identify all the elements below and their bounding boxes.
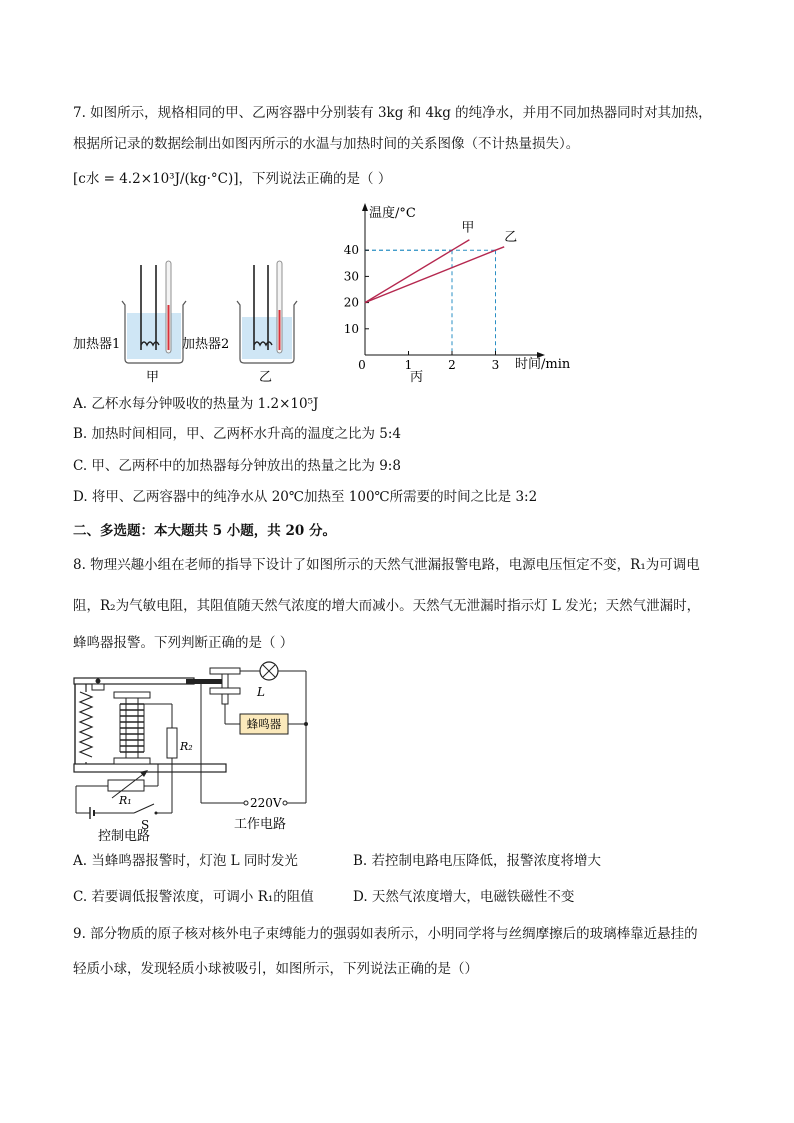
x-tick-label-0: 0 <box>358 358 366 372</box>
work-circuit-label: 工作电路 <box>234 817 287 832</box>
spring <box>80 692 92 757</box>
series-label-1: 甲 <box>461 220 475 236</box>
caption-jia: 甲 <box>146 370 160 385</box>
q8-line1: 8. 物理兴趣小组在老师的指导下设计了如图所示的天然气泄漏报警电路，电源电压恒定不变，R₁为可调电 <box>73 557 700 573</box>
r1-resistor <box>108 780 144 791</box>
beaker-yi <box>237 261 297 363</box>
base-plate <box>74 764 226 772</box>
y-axis-arrow <box>362 203 368 211</box>
caption-yi: 乙 <box>259 370 273 385</box>
section-heading: 二、多选题：本大题共 5 小题，共 20 分。 <box>73 523 336 539</box>
heater2-label: 加热器2 <box>182 337 230 352</box>
control-circuit-label: 控制电路 <box>98 829 151 843</box>
y-tick-label-40: 40 <box>343 243 359 258</box>
chart-caption: 丙 <box>410 370 424 385</box>
y-tick-label-20: 20 <box>343 295 359 310</box>
series-label-2: 乙 <box>504 229 518 245</box>
series-line-1 <box>365 240 469 303</box>
beakers-figure <box>70 255 310 385</box>
q8-option-b: B. 若控制电路电压降低，报警浓度将增大 <box>353 853 602 869</box>
q7-option-d: D. 将甲、乙两容器中的纯净水从 20℃加热至 100℃所需要的时间之比是 3:2 <box>73 489 538 505</box>
r1-label: R₁ <box>119 794 132 807</box>
switch-s <box>134 804 154 813</box>
q7-option-b: B. 加热时间相同，甲、乙两杯水升高的温度之比为 5:4 <box>73 426 402 442</box>
y-tick-label-30: 30 <box>343 269 359 284</box>
q7-line3: [c水 = 4.2×10³J/(kg·°C)]，下列说法正确的是（ ） <box>73 171 392 187</box>
q7-line1: 7. 如图所示，规格相同的甲、乙两容器中分别装有 3kg 和 4kg 的纯净水，并用不同加热器同时对其加热， <box>73 105 712 121</box>
temperature-time-chart <box>335 200 585 385</box>
beaker-jia <box>122 261 186 363</box>
r2-resistor <box>167 728 177 758</box>
switch-label: S <box>141 818 150 832</box>
q8-line2: 阻，R₂为气敏电阻，其阻值随天然气浓度的增大而减小。天然气无泄漏时指示灯 L 发光；天然气泄漏时， <box>73 598 701 614</box>
x-tick-label-3: 3 <box>491 358 500 372</box>
x-tick-label-1: 1 <box>404 358 413 372</box>
r2-label: R₂ <box>180 740 193 753</box>
q9-line2: 轻质小球，发现轻质小球被吸引，如图所示，下列说法正确的是（） <box>73 961 478 977</box>
q8-option-d: D. 天然气浓度增大，电磁铁磁性不变 <box>353 889 575 905</box>
voltage-label: 220V <box>250 796 282 810</box>
q7-line2: 根据所记录的数据绘制出如图丙所示的水温与加热时间的关系图像（不计热量损失）。 <box>73 136 580 152</box>
heater1-label: 加热器1 <box>73 337 121 352</box>
y-axis-label: 温度/°C <box>369 206 416 221</box>
q8-option-a: A. 当蜂鸣器报警时，灯泡 L 同时发光 <box>73 853 298 869</box>
lamp-label: L <box>257 685 265 699</box>
q7-option-a: A. 乙杯水每分钟吸收的热量为 1.2×10⁵J <box>73 396 319 412</box>
x-axis-label: 时间/min <box>515 357 571 372</box>
contact-rod <box>186 679 222 684</box>
alarm-circuit-figure <box>68 658 348 843</box>
q7-option-c: C. 甲、乙两杯中的加热器每分钟放出的热量之比为 9:8 <box>73 458 401 474</box>
x-tick-label-2: 2 <box>448 358 456 372</box>
q8-line3: 蜂鸣器报警。下列判断正确的是（ ） <box>73 635 294 651</box>
y-tick-label-10: 10 <box>343 321 359 336</box>
q8-option-c: C. 若要调低报警浓度，可调小 R₁的阻值 <box>73 889 314 905</box>
series-line-2 <box>365 247 504 303</box>
armature <box>74 678 194 684</box>
buzzer-label: 蜂鸣器 <box>246 717 282 731</box>
q9-line1: 9. 部分物质的原子核对核外电子束缚能力的强弱如表所示，小明同学将与丝绸摩擦后的玻璃棒靠近悬挂的 <box>73 926 698 942</box>
